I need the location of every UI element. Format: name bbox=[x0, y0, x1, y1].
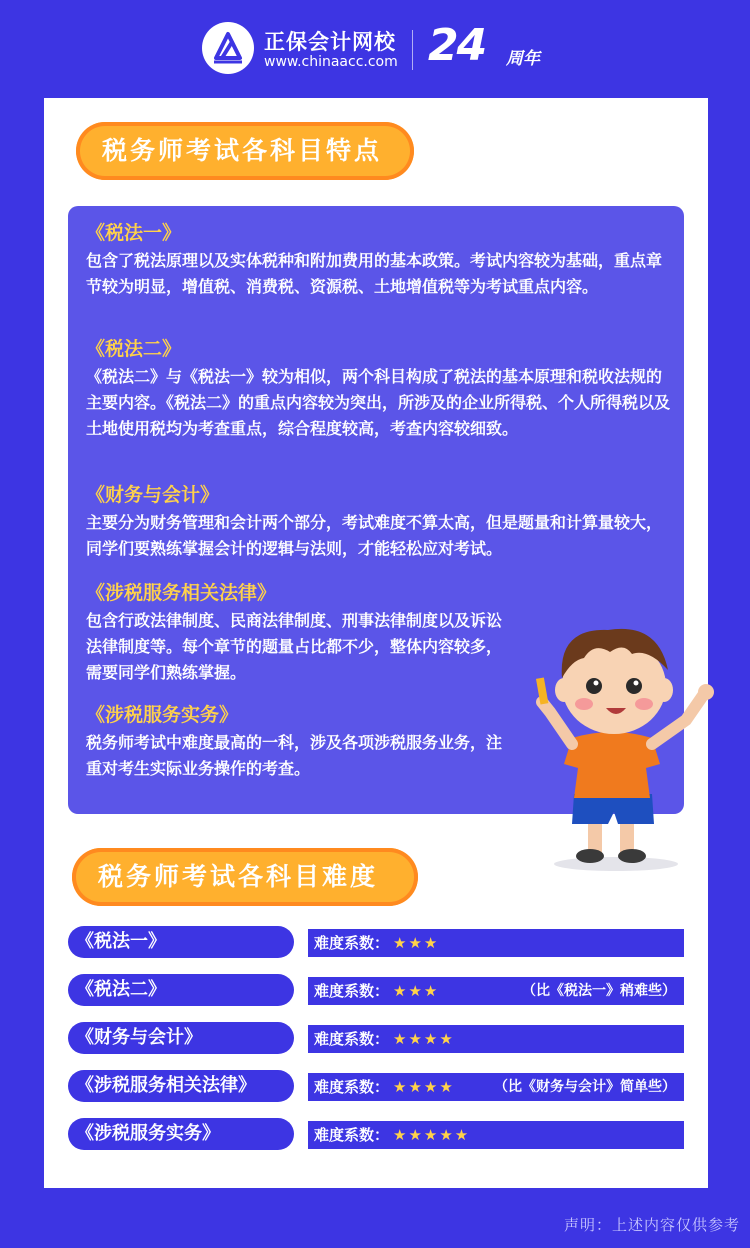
difficulty-row bbox=[68, 1070, 684, 1104]
difficulty-note: （比《税法一》稍难些） bbox=[522, 983, 676, 999]
brand-name: 正保会计网校 bbox=[264, 30, 396, 54]
difficulty-rating bbox=[308, 977, 684, 1005]
content-card bbox=[44, 98, 708, 1188]
difficulty-subject-name: 《税法二》 bbox=[68, 974, 294, 1006]
subject-name: 《涉税服务实务》 bbox=[86, 704, 239, 726]
subject-item bbox=[86, 580, 516, 686]
anniversary-text: 周年 bbox=[506, 49, 540, 69]
difficulty-subject-name: 《涉税服务相关法律》 bbox=[68, 1070, 294, 1102]
difficulty-label: 难度系数： bbox=[314, 1078, 390, 1096]
difficulty-label: 难度系数： bbox=[314, 1126, 390, 1144]
header-divider bbox=[412, 30, 413, 70]
difficulty-label: 难度系数： bbox=[314, 982, 390, 1000]
subject-item bbox=[86, 336, 676, 442]
difficulty-subject-name: 《税法一》 bbox=[68, 926, 294, 958]
subject-description: 包含了税法原理以及实体税种和附加费用的基本政策。考试内容较为基础，重点章节较为明显，增值税、消费税、资源税、土地增值税等为考试重点内容。 bbox=[86, 251, 663, 296]
difficulty-subject-name: 《财务与会计》 bbox=[68, 1022, 294, 1054]
subject-name: 《税法二》 bbox=[86, 338, 182, 360]
subject-description: 主要分为财务管理和会计两个部分，考试难度不算太高，但是题量和计算量较大，同学们要熟练掌握会计的逻辑与法则，才能轻松应对考试。 bbox=[86, 513, 663, 558]
star-rating-icon: ★★★ bbox=[393, 934, 440, 952]
header bbox=[0, 0, 750, 96]
difficulty-rating bbox=[308, 929, 684, 957]
subject-name: 《税法一》 bbox=[86, 222, 182, 244]
difficulty-row bbox=[68, 926, 684, 960]
chinaacc-logo-icon bbox=[202, 22, 254, 74]
difficulty-rating bbox=[308, 1073, 684, 1101]
difficulty-label: 难度系数： bbox=[314, 934, 390, 952]
difficulty-subject-name: 《涉税服务实务》 bbox=[68, 1118, 294, 1150]
difficulty-rating bbox=[308, 1025, 684, 1053]
subject-description: 《税法二》与《税法一》较为相似，两个科目构成了税法的基本原理和税收法规的主要内容。《税法二》的重点内容较为突出，所涉及的企业所得税、个人所得税以及土地使用税均为考查重点，综合程度较高，考查内容较细致。 bbox=[86, 367, 671, 438]
difficulty-rating bbox=[308, 1121, 684, 1149]
difficulty-row bbox=[68, 1022, 684, 1056]
star-rating-icon: ★★★★★ bbox=[393, 1126, 471, 1144]
subject-description: 税务师考试中难度最高的一科，涉及各项涉税服务业务，注重对考生实际业务操作的考查。 bbox=[86, 733, 503, 778]
brand-url: www.chinaacc.com bbox=[264, 54, 398, 70]
subject-name: 《财务与会计》 bbox=[86, 484, 220, 506]
subject-name: 《涉税服务相关法律》 bbox=[86, 582, 277, 604]
subject-item bbox=[86, 482, 676, 562]
subject-description: 包含行政法律制度、民商法律制度、刑事法律制度以及诉讼法律制度等。每个章节的题量占比都不少，整体内容较多，需要同学们熟练掌握。 bbox=[86, 611, 503, 682]
section-title-features: 税务师考试各科目特点 bbox=[76, 122, 414, 180]
difficulty-row bbox=[68, 974, 684, 1008]
anniversary-number: 24 bbox=[428, 20, 486, 71]
subject-item bbox=[86, 220, 676, 300]
section-title-difficulty: 税务师考试各科目难度 bbox=[72, 848, 418, 906]
star-rating-icon: ★★★ bbox=[393, 982, 440, 1000]
difficulty-row bbox=[68, 1118, 684, 1152]
difficulty-note: （比《财务与会计》简单些） bbox=[494, 1079, 676, 1095]
difficulty-label: 难度系数： bbox=[314, 1030, 390, 1048]
subject-item bbox=[86, 702, 516, 782]
star-rating-icon: ★★★★ bbox=[393, 1030, 455, 1048]
boy-illustration-icon bbox=[528, 608, 738, 878]
star-rating-icon: ★★★★ bbox=[393, 1078, 455, 1096]
disclaimer: 声明：上述内容仅供参考 bbox=[563, 1216, 740, 1234]
